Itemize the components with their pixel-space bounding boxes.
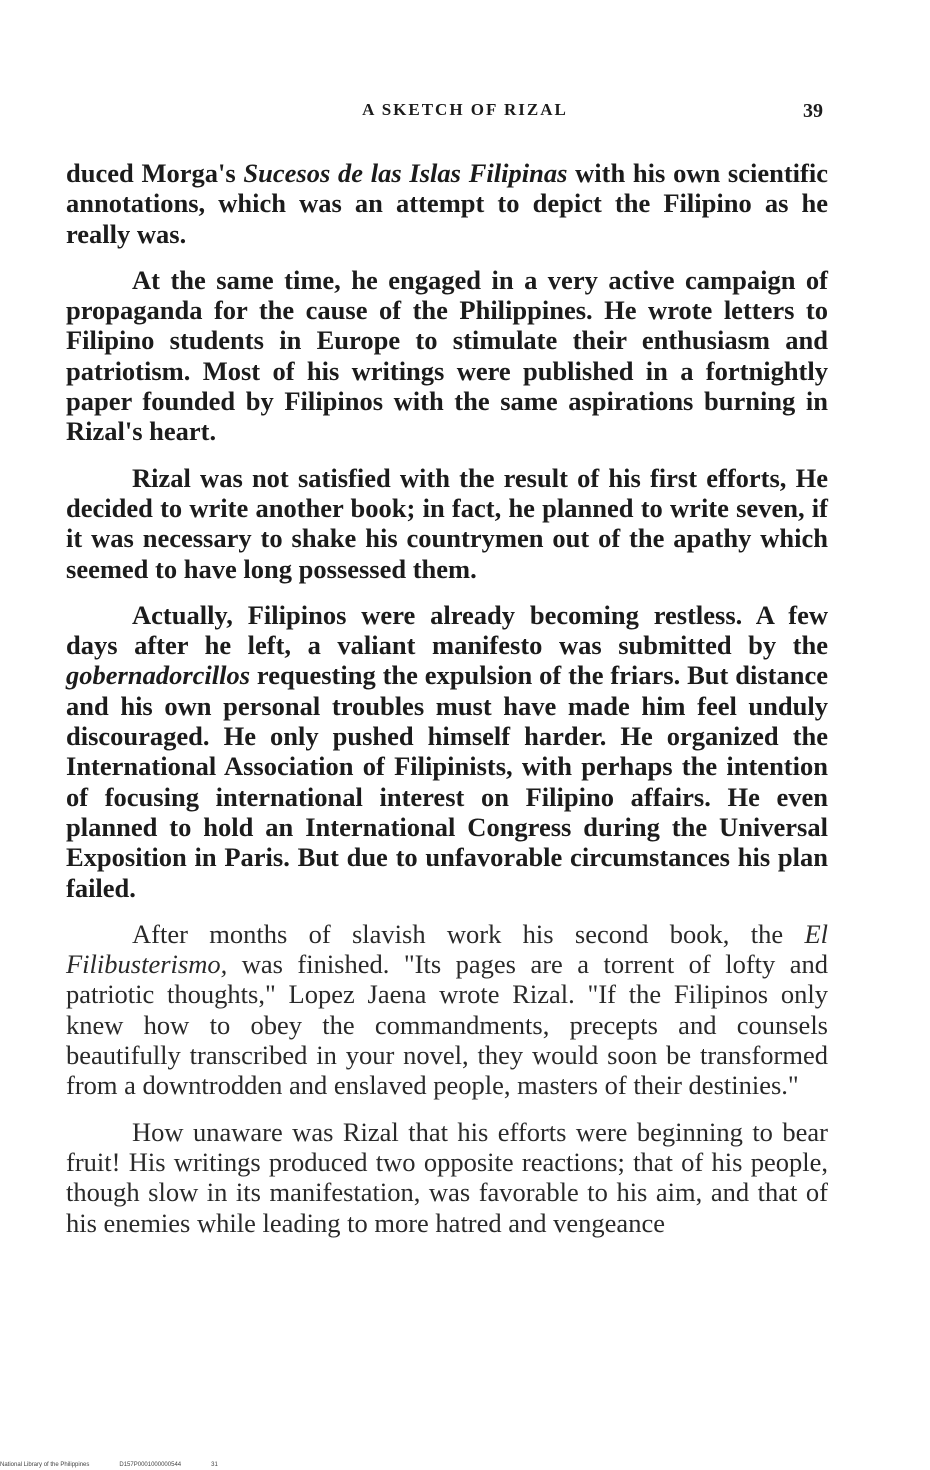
page-header — [0, 100, 930, 130]
paragraph-4 — [66, 600, 828, 903]
paragraph-1-text-b: with his own scientific annotations, which was an attempt to depict the Filipino as he really was. — [66, 158, 828, 249]
paragraph-6: How unaware was Rizal that his efforts were beginning to bear fruit! His writings produced two opposite reactions; that of his people, though slow in its manifestation, was favorable to his aim, and that of his enemies while leading to more hatred and vengeance — [66, 1116, 828, 1238]
page-number: 39 — [803, 100, 823, 122]
paragraph-3: Rizal was not satisfied with the result of his first efforts, He decided to write another book; in fact, he planned to write seven, if it was necessary to shake his countrymen out of the apathy which seemed to have long possessed them. — [66, 462, 828, 584]
term-gobernadorcillos: gobernadorcillos — [66, 660, 251, 691]
paragraph-2: At the same time, he engaged in a very active campaign of propaganda for the cause of the Philippines. He wrote letters to Filipino students in Europe to stimulate their enthusiasm and patriotism. Most of his writings were published in a fortnightly paper founded by Filipinos with the same aspirations burning in Rizal's heart. — [66, 264, 828, 447]
scan-footer — [0, 1462, 248, 1468]
book-title-filibusterismo: El Filibusterismo, — [66, 918, 828, 980]
paragraph-5-text-b: was finished. "Its pages are a torrent of lofty and patriotic thoughts," Lopez Jaena wrote Rizal. "If the Filipinos only knew how to obey the commandments, precepts and counsels beautifully transcribed in your novel, they would soon be transformed from a downtrodden and enslaved people, masters of their destinies." — [66, 949, 828, 1101]
footer-suffix: 31 — [211, 1462, 218, 1468]
book-title-sucesos: Sucesos de las Islas Filipinas — [243, 158, 568, 188]
paragraph-4-text-a: Actually, Filipinos were already becoming restless. A few days after he left, a valiant manifesto was submitted by the — [66, 599, 828, 661]
body-text — [66, 158, 828, 1238]
paragraph-1 — [66, 158, 828, 249]
footer-library: National Library of the Philippines — [0, 1462, 90, 1468]
paragraph-5-text-a: After months of slavish work his second book, the — [132, 918, 805, 949]
paragraph-5 — [66, 919, 828, 1101]
footer-code: D157P0001000000544 — [119, 1462, 182, 1468]
running-title: A SKETCH OF RIZAL — [362, 100, 568, 119]
paragraph-1-text-a: duced Morga's — [66, 158, 244, 188]
paragraph-4-text-b: requesting the expulsion of the friars. But distance and his own personal troubles must have made him feel unduly discouraged. He only pushed himself harder. He organized the International Association of Filipinists, with perhaps the intention of focusing international interest on Filipino affairs. He even planned to hold an International Congress during the Universal Exposition in Paris. But due to unfavorable circumstances his plan failed. — [66, 660, 828, 903]
